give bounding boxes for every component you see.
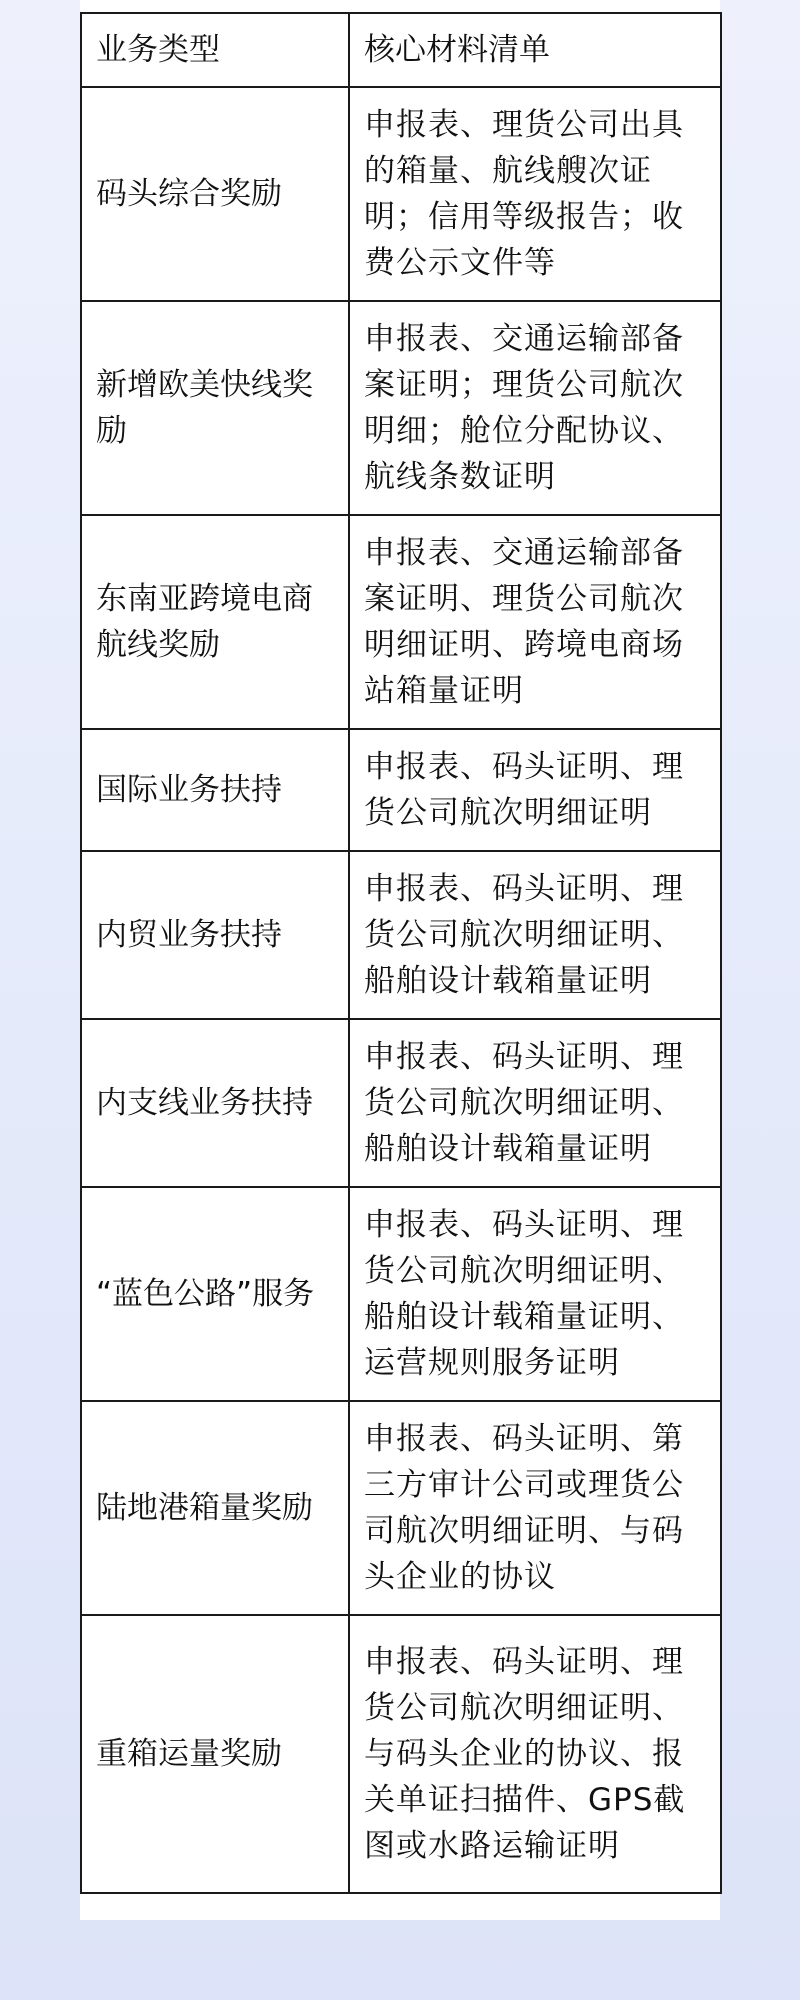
business-type-cell: 陆地港箱量奖励 (81, 1401, 349, 1615)
materials-cell: 申报表、码头证明、理货公司航次明细证明、船舶设计载箱量证明 (349, 1019, 721, 1187)
materials-cell: 申报表、码头证明、第三方审计公司或理货公司航次明细证明、与码头企业的协议 (349, 1401, 721, 1615)
table-row (81, 87, 721, 301)
materials-cell: 申报表、码头证明、理货公司航次明细证明、与码头企业的协议、报关单证扫描件、GPS截图或水路运输证明 (349, 1615, 721, 1893)
business-type-cell: 内贸业务扶持 (81, 851, 349, 1019)
business-type-cell: 新增欧美快线奖励 (81, 301, 349, 515)
table-header (81, 13, 721, 87)
table-row (81, 1187, 721, 1401)
business-type-cell: 东南亚跨境电商航线奖励 (81, 515, 349, 729)
business-type-cell: “蓝色公路”服务 (81, 1187, 349, 1401)
header-row (81, 13, 721, 87)
table-row (81, 1615, 721, 1893)
header-business-type: 业务类型 (81, 13, 349, 87)
table-row (81, 851, 721, 1019)
table-row (81, 515, 721, 729)
table-row (81, 1019, 721, 1187)
materials-cell: 申报表、码头证明、理货公司航次明细证明、船舶设计载箱量证明 (349, 851, 721, 1019)
table-body (81, 87, 721, 1893)
materials-cell: 申报表、交通运输部备案证明、理货公司航次明细证明、跨境电商场站箱量证明 (349, 515, 721, 729)
materials-cell: 申报表、理货公司出具的箱量、航线艘次证明；信用等级报告；收费公示文件等 (349, 87, 721, 301)
table-row (81, 301, 721, 515)
business-type-cell: 重箱运量奖励 (81, 1615, 349, 1893)
materials-cell: 申报表、码头证明、理货公司航次明细证明 (349, 729, 721, 851)
materials-cell: 申报表、交通运输部备案证明；理货公司航次明细；舱位分配协议、航线条数证明 (349, 301, 721, 515)
table-row (81, 729, 721, 851)
header-core-materials: 核心材料清单 (349, 13, 721, 87)
materials-cell: 申报表、码头证明、理货公司航次明细证明、船舶设计载箱量证明、运营规则服务证明 (349, 1187, 721, 1401)
table-row (81, 1401, 721, 1615)
business-type-cell: 国际业务扶持 (81, 729, 349, 851)
business-type-cell: 码头综合奖励 (81, 87, 349, 301)
materials-table (80, 12, 722, 1894)
business-type-cell: 内支线业务扶持 (81, 1019, 349, 1187)
